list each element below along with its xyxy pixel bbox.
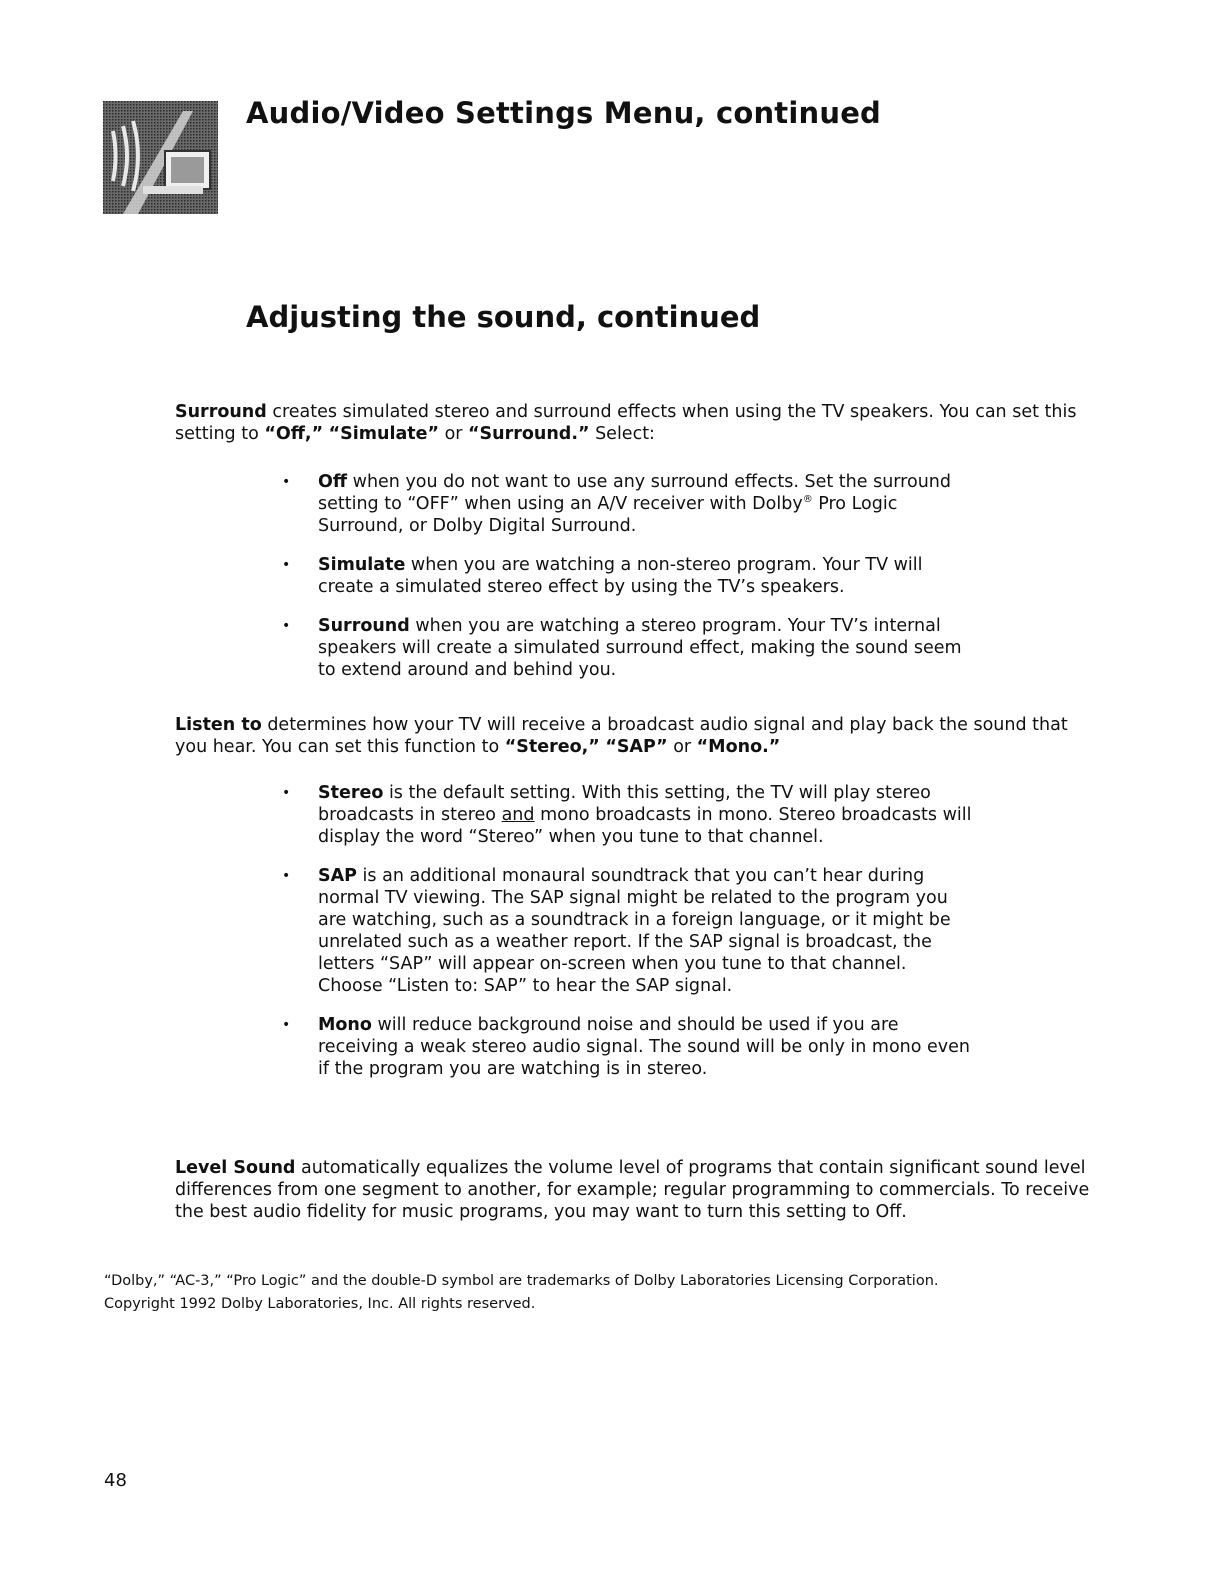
surround-term: Surround xyxy=(175,402,267,422)
item-text: mono broadcasts in mono. Stereo broadcasts will display the word “Stereo” when you tune to that channel. xyxy=(318,805,972,847)
option-surround: “Surround.” xyxy=(468,424,590,444)
option-off: “Off,” xyxy=(264,424,324,444)
listen-paragraph xyxy=(175,714,1095,758)
option-mono: “Mono.” xyxy=(696,737,781,757)
audio-video-settings-icon xyxy=(103,101,218,214)
footnote-line: “Dolby,” “AC-3,” “Pro Logic” and the double-D symbol are trademarks of Dolby Laboratories Licensing Corporation. xyxy=(104,1273,939,1289)
item-term: Off xyxy=(318,472,348,492)
option-stereo: “Stereo,” xyxy=(504,737,600,757)
list-item xyxy=(275,782,975,848)
surround-text: creates simulated stereo and surround effects when using the TV speakers. You can set this setting to xyxy=(175,402,1077,444)
list-item xyxy=(275,1014,975,1080)
option-sap: “SAP” xyxy=(605,737,668,757)
footnote-line: Copyright 1992 Dolby Laboratories, Inc. All rights reserved. xyxy=(104,1296,536,1312)
item-text: Pro Logic Surround, or Dolby Digital Surround. xyxy=(318,494,898,536)
separator: or xyxy=(667,737,697,757)
page-title: Audio/Video Settings Menu, continued xyxy=(246,96,882,130)
item-term: Stereo xyxy=(318,783,384,803)
item-term: Mono xyxy=(318,1015,372,1035)
bullet-icon: • xyxy=(282,1017,291,1033)
level-sound-term: Level Sound xyxy=(175,1158,296,1178)
surround-paragraph xyxy=(175,401,1095,445)
separator: or xyxy=(439,424,469,444)
item-text: when you do not want to use any surround effects. Set the surround setting to “OFF” when using an A/V receiver with Dolby xyxy=(318,472,951,514)
item-text: is the default setting. With this setting, the TV will play stereo broadcasts in stereo xyxy=(318,783,931,825)
item-text: when you are watching a non-stereo program. Your TV will create a simulated stereo effect by using the TV’s speakers. xyxy=(318,555,923,597)
list-item xyxy=(275,471,975,537)
bullet-icon: • xyxy=(282,785,291,801)
item-text: is an additional monaural soundtrack that you can’t hear during normal TV viewing. The SAP signal might be related to the program you are watching, such as a soundtrack in a foreign language, or it might be unrelated such as a weather report. If the SAP signal is broadcast, the letters “SAP” will appear on-screen when you tune to that channel. Choose “Listen to: SAP” to hear the SAP signal. xyxy=(318,866,951,996)
listen-options-list xyxy=(275,782,975,1097)
option-simulate: “Simulate” xyxy=(328,424,440,444)
listen-text: determines how your TV will receive a broadcast audio signal and play back the sound that you hear. You can set this function to xyxy=(175,715,1068,757)
list-item xyxy=(275,554,975,598)
surround-text-end: Select: xyxy=(589,424,655,444)
item-term: Surround xyxy=(318,616,410,636)
page-number: 48 xyxy=(104,1470,127,1491)
registered-mark: ® xyxy=(802,494,813,506)
list-item xyxy=(275,865,975,997)
bullet-icon: • xyxy=(282,618,291,634)
item-term: SAP xyxy=(318,866,357,886)
level-sound-text: automatically equalizes the volume level of programs that contain significant sound level differences from one segment to another, for example; regular programming to commercials. To receive the best audio fidelity for music programs, you may want to turn this setting to Off. xyxy=(175,1158,1090,1222)
underlined-word: and xyxy=(501,805,535,825)
section-title: Adjusting the sound, continued xyxy=(246,300,761,334)
listen-term: Listen to xyxy=(175,715,262,735)
bullet-icon: • xyxy=(282,474,291,490)
item-term: Simulate xyxy=(318,555,406,575)
level-sound-paragraph xyxy=(175,1157,1095,1223)
list-item xyxy=(275,615,975,681)
trademark-footnote xyxy=(104,1270,1104,1316)
item-text: will reduce background noise and should be used if you are receiving a weak stereo audio signal. The sound will be only in mono even if the program you are watching is in stereo. xyxy=(318,1015,971,1079)
bullet-icon: • xyxy=(282,868,291,884)
item-text: when you are watching a stereo program. Your TV’s internal speakers will create a simulated surround effect, making the sound seem to extend around and behind you. xyxy=(318,616,962,680)
surround-options-list xyxy=(275,471,975,698)
bullet-icon: • xyxy=(282,557,291,573)
